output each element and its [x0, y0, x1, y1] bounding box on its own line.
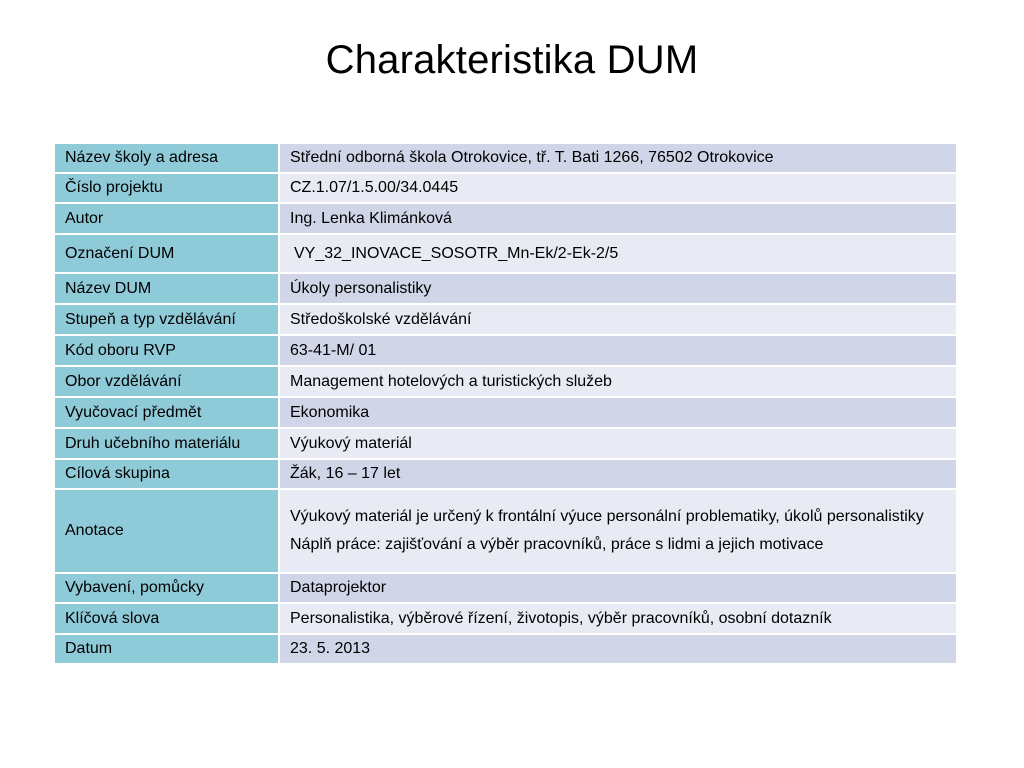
row-label-school: Název školy a adresa — [54, 143, 279, 173]
row-label-material-type: Druh učebního materiálu — [54, 428, 279, 459]
row-value-dum-code: VY_32_INOVACE_SOSOTR_Mn-Ek/2-Ek-2/5 — [294, 244, 619, 262]
table-row — [54, 397, 957, 428]
row-value-equipment: Dataprojektor — [279, 573, 957, 603]
table-row — [54, 203, 957, 234]
row-value-annotation — [279, 489, 957, 573]
row-label-subject: Vyučovací předmět — [54, 397, 279, 428]
row-value-school: Střední odborná škola Otrokovice, tř. T. Bati 1266, 76502 Otrokovice — [279, 143, 957, 173]
row-label-keywords: Klíčová slova — [54, 603, 279, 634]
row-label-target-group: Cílová skupina — [54, 459, 279, 489]
row-label-rvp-code: Kód oboru RVP — [54, 335, 279, 366]
row-value-education-level: Středoškolské vzdělávání — [279, 304, 957, 335]
row-value-project-number: CZ.1.07/1.5.00/34.0445 — [290, 179, 459, 196]
row-value-subject: Ekonomika — [279, 397, 957, 428]
row-value-date: 23. 5. 2013 — [279, 634, 957, 664]
row-value-dum-code-cell — [279, 234, 957, 273]
table-row — [54, 173, 957, 203]
table-row — [54, 273, 957, 304]
row-label-annotation: Anotace — [54, 489, 279, 573]
row-value-material-type: Výukový materiál — [279, 428, 957, 459]
table-row — [54, 603, 957, 634]
row-label-dum-code: Označení DUM — [54, 234, 279, 273]
row-value-target-group: Žák, 16 – 17 let — [279, 459, 957, 489]
row-label-dum-name: Název DUM — [54, 273, 279, 304]
row-value-rvp-code: 63-41-M/ 01 — [279, 335, 957, 366]
annotation-line-2: Náplň práce: zajišťování a výběr pracovníků, práce s lidmi a jejich motivace — [290, 536, 824, 553]
row-value-dum-name: Úkoly personalistiky — [279, 273, 957, 304]
row-value-field: Management hotelových a turistických služeb — [279, 366, 957, 397]
row-label-equipment: Vybavení, pomůcky — [54, 573, 279, 603]
dum-characteristics-table — [53, 142, 958, 665]
row-label-field: Obor vzdělávání — [54, 366, 279, 397]
table-row — [54, 304, 957, 335]
table-row — [54, 234, 957, 273]
table-row — [54, 459, 957, 489]
table-row — [54, 335, 957, 366]
table-row — [54, 489, 957, 573]
row-label-project-number: Číslo projektu — [54, 173, 279, 203]
row-value-project-number-cell — [279, 173, 957, 203]
slide-title: Charakteristika DUM — [325, 38, 699, 82]
row-label-author: Autor — [54, 203, 279, 234]
table-row — [54, 366, 957, 397]
annotation-line-1: Výukový materiál je určený k frontální výuce personální problematiky, úkolů personalistiky — [290, 508, 924, 525]
row-value-keywords: Personalistika, výběrové řízení, životopis, výběr pracovníků, osobní dotazník — [279, 603, 957, 634]
table-row — [54, 143, 957, 173]
row-value-author: Ing. Lenka Klimánková — [279, 203, 957, 234]
row-label-education-level: Stupeň a typ vzdělávání — [54, 304, 279, 335]
table-row — [54, 634, 957, 664]
row-label-date: Datum — [54, 634, 279, 664]
table-row — [54, 573, 957, 603]
table-row — [54, 428, 957, 459]
